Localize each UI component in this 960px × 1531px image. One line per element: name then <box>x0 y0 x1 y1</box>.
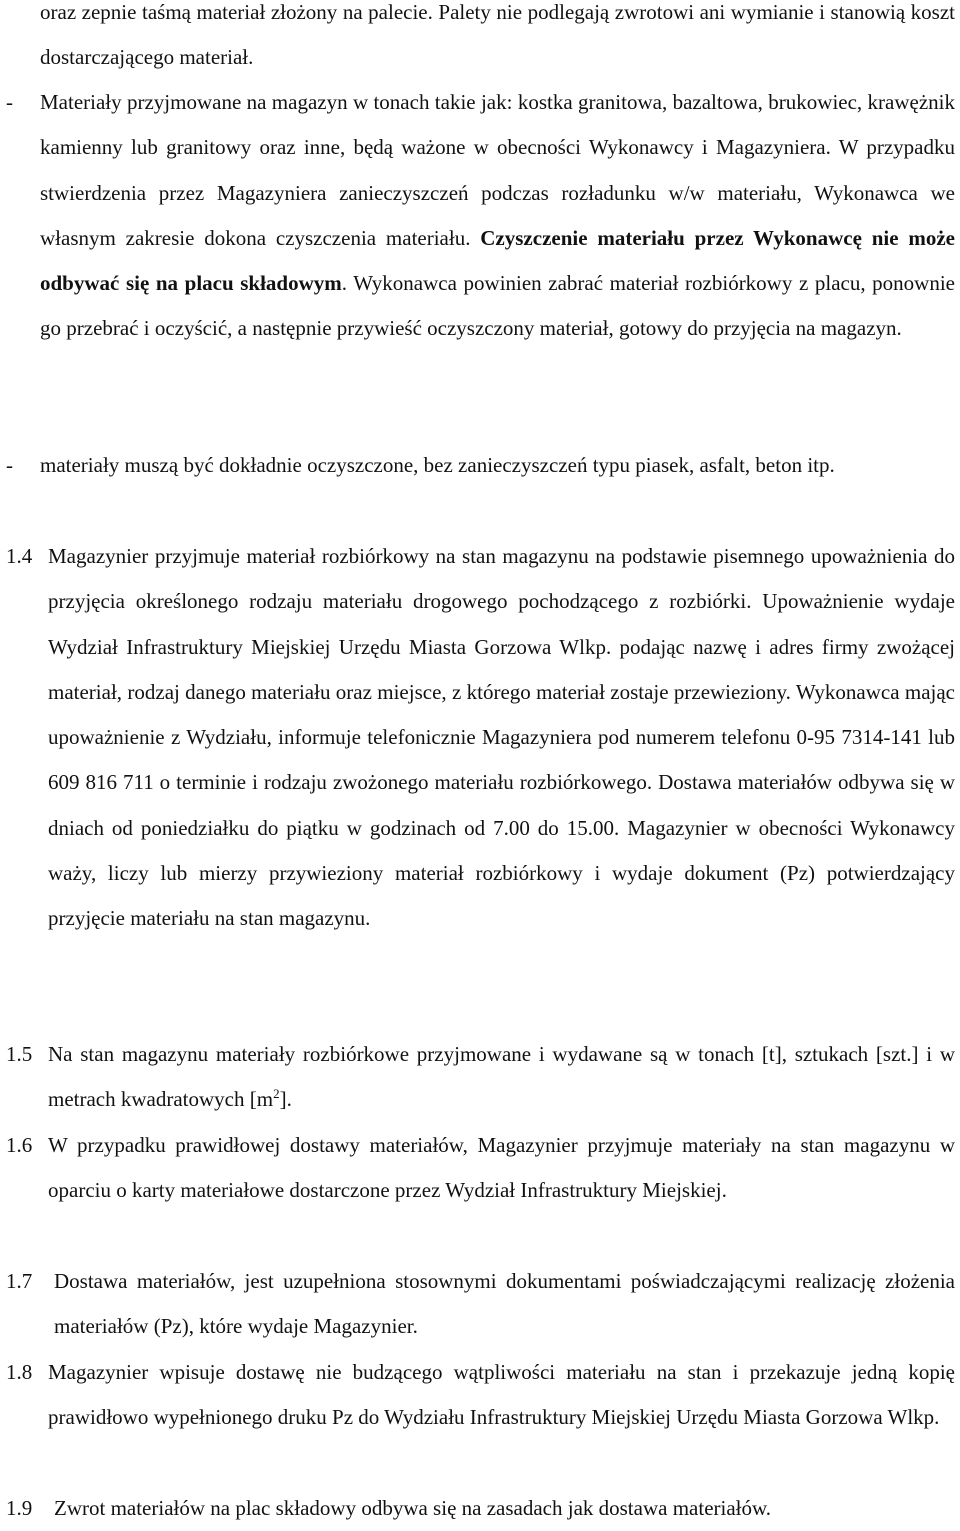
paragraph-text: ]. <box>279 1087 292 1112</box>
section-1-9: Zwrot materiałów na plac składowy odbywa się na zasadach jak dostawa materiałów. <box>54 1496 772 1520</box>
section-number: 1.5 <box>6 1042 33 1066</box>
section-1-5 <box>48 1032 955 1123</box>
section-number: 1.7 <box>6 1269 33 1293</box>
superscript: 2 <box>273 1086 280 1102</box>
section-1-4: Magazynier przyjmuje materiał rozbiórkowy na stan magazynu na podstawie pisemnego upoważnienia do przyjęcia określonego rodzaju materiału drogowego pochodzącego z rozbiórki. Upoważnienie wydaje Wydział Infrastruktury Miejskiej Urzędu Miasta Gorzowa Wlkp. podając nazwę i adres firmy zwożącej materiał, rodzaj danego materiału oraz miejsce, z którego materiał zostaje przewieziony. Wykonawca mając upoważnienie z Wydziału, informuje telefonicznie Magazyniera pod numerem telefonu 0-95 7314-141 lub 609 816 711 o terminie i rodzaju zwożonego materiału rozbiórkowego. Dostawa materiałów odbywa się w dniach od poniedziałku do piątku w godzinach od 7.00 do 15.00. Magazynier w obecności Wykonawcy waży, liczy lub mierzy przywieziony materiał rozbiórkowy i wydaje dokument (Pz) potwierdzający przyjęcie materiału na stan magazynu. <box>48 544 955 931</box>
section-number: 1.9 <box>6 1496 33 1520</box>
bold-emphasis: Czyszczenie materiału przez Wykonawcę nie może odbywać się na placu składowym <box>40 225 955 296</box>
paragraph-text: Materiały przyjmowane na magazyn w tonach takie jak: kostka granitowa, bazaltowa, brukowiec, krawężnik kamienny lub granitowy oraz inne, będą ważone w obecności Wykonawcy i Magazyniera. W przypadku stwierdzenia przez Magazyniera zanieczyszczeń podczas rozładunku w/w materiału, Wykonawca we własnym zakresie dokona czyszczenia materiału. <box>40 90 955 250</box>
section-number: 1.6 <box>6 1133 33 1157</box>
list-dash: - <box>6 453 13 477</box>
section-number: 1.4 <box>6 544 33 568</box>
paragraph-text: . Wykonawca powinien zabrać materiał rozbiórkowy z placu, ponownie go przebrać i oczyścić, a następnie przywieść oczyszczony materiał, gotowy do przyjęcia na magazyn. <box>40 271 955 341</box>
list-dash: - <box>6 90 13 114</box>
section-1-7: Dostawa materiałów, jest uzupełniona stosownymi dokumentami poświadczającymi realizację złożenia materiałów (Pz), które wydaje Magazynier. <box>54 1269 955 1339</box>
section-1-6: W przypadku prawidłowej dostawy materiałów, Magazynier przyjmuje materiały na stan magazynu w oparciu o karty materiałowe dostarczone przez Wydział Infrastruktury Miejskiej. <box>48 1133 955 1203</box>
paragraph-text: Na stan magazynu materiały rozbiórkowe przyjmowane i wydawane są w tonach [t], sztukach [szt.] i w metrach kwadratowych [m <box>48 1042 955 1112</box>
paragraph-pallets: oraz zepnie taśmą materiał złożony na palecie. Palety nie podlegają zwrotowi ani wymianie i stanowią koszt dostarczającego materiał. <box>40 0 955 70</box>
paragraph-materials-weighed <box>40 80 955 352</box>
section-number: 1.8 <box>6 1360 33 1384</box>
paragraph-cleaning-required: materiały muszą być dokładnie oczyszczone, bez zanieczyszczeń typu piasek, asfalt, beton itp. <box>40 453 835 477</box>
section-1-8: Magazynier wpisuje dostawę nie budzącego wątpliwości materiału na stan i przekazuje jedną kopię prawidłowo wypełnionego druku Pz do Wydziału Infrastruktury Miejskiej Urzędu Miasta Gorzowa Wlkp. <box>48 1360 955 1430</box>
